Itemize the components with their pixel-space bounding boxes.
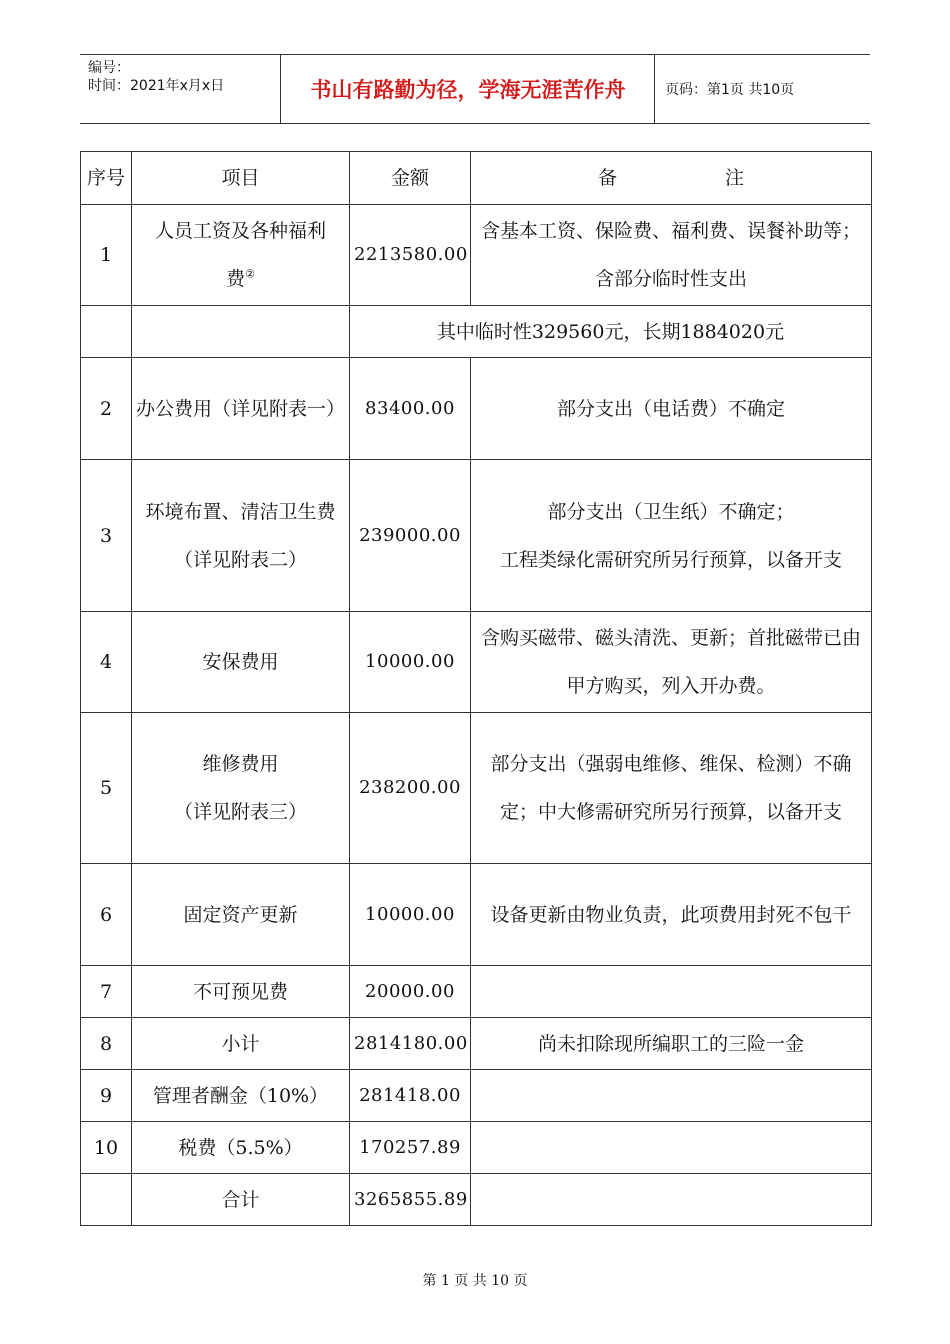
table-row	[81, 966, 872, 1018]
row-no: 1	[81, 205, 132, 306]
table-row-total	[81, 1174, 872, 1226]
table-row	[81, 713, 872, 864]
header-page-label: 页码：第1页 共10页	[665, 82, 795, 98]
row-item: 人员工资及各种福利 费②	[132, 205, 350, 306]
row-item: 税费（5.5%）	[132, 1122, 350, 1174]
row-note: 尚未扣除现所编职工的三险一金	[471, 1018, 872, 1070]
row-note: 含购买磁带、磁头清洗、更新；首批磁带已由甲方购买，列入开办费。	[471, 612, 872, 713]
row-amount: 10000.00	[350, 612, 471, 713]
row-item: 安保费用	[132, 612, 350, 713]
row-no: 9	[81, 1070, 132, 1122]
row-span-note: 其中临时性329560元，长期1884020元	[350, 306, 872, 358]
header-item: 项目	[132, 152, 350, 205]
header-meta	[80, 55, 281, 123]
row-no: 4	[81, 612, 132, 713]
row-amount: 3265855.89	[350, 1174, 471, 1226]
row-item: 办公费用（详见附表一）	[132, 358, 350, 460]
row-no: 3	[81, 460, 132, 612]
header-note: 备 注	[471, 152, 872, 205]
header-no: 序号	[81, 152, 132, 205]
row-note	[471, 1174, 872, 1226]
row-amount: 281418.00	[350, 1070, 471, 1122]
table-row	[81, 205, 872, 306]
row-no: 7	[81, 966, 132, 1018]
row-item: 环境布置、清洁卫生费 （详见附表二）	[132, 460, 350, 612]
row-amount: 170257.89	[350, 1122, 471, 1174]
header-motto: 书山有路勤为径，学海无涯苦作舟	[282, 55, 655, 123]
row-no: 10	[81, 1122, 132, 1174]
time-label: 时间：2021年x月x日	[88, 78, 225, 94]
row-no: 5	[81, 713, 132, 864]
row-no: 2	[81, 358, 132, 460]
row-item: 固定资产更新	[132, 864, 350, 966]
doc-number-label: 编号：	[88, 60, 130, 76]
row-item: 合计	[132, 1174, 350, 1226]
row-note	[471, 966, 872, 1018]
row-note	[471, 1070, 872, 1122]
table-row	[81, 306, 872, 358]
row-note: 部分支出（电话费）不确定	[471, 358, 872, 460]
row-note: 部分支出（强弱电维修、维保、检测）不确定；中大修需研究所另行预算，以备开支	[471, 713, 872, 864]
document-header	[80, 54, 870, 124]
table-row	[81, 1018, 872, 1070]
row-amount: 2814180.00	[350, 1018, 471, 1070]
row-note: 设备更新由物业负责，此项费用封死不包干	[471, 864, 872, 966]
row-note: 含基本工资、保险费、福利费、误餐补助等；含部分临时性支出	[471, 205, 872, 306]
row-note: 部分支出（卫生纸）不确定； 工程类绿化需研究所另行预算，以备开支	[471, 460, 872, 612]
page-footer: 第 1 页 共 10 页	[422, 1273, 528, 1289]
row-no: 6	[81, 864, 132, 966]
row-amount: 83400.00	[350, 358, 471, 460]
row-item: 小计	[132, 1018, 350, 1070]
row-item: 管理者酬金（10%）	[132, 1070, 350, 1122]
row-note	[471, 1122, 872, 1174]
budget-table	[80, 151, 872, 1226]
row-amount: 238200.00	[350, 713, 471, 864]
header-amount: 金额	[350, 152, 471, 205]
table-row	[81, 1122, 872, 1174]
table-row	[81, 358, 872, 460]
table-header-row	[81, 152, 872, 205]
row-item: 维修费用 （详见附表三）	[132, 713, 350, 864]
row-item: 不可预见费	[132, 966, 350, 1018]
row-no: 8	[81, 1018, 132, 1070]
row-amount: 20000.00	[350, 966, 471, 1018]
table-row	[81, 1070, 872, 1122]
row-amount: 239000.00	[350, 460, 471, 612]
table-row	[81, 460, 872, 612]
row-amount: 10000.00	[350, 864, 471, 966]
row-amount: 2213580.00	[350, 205, 471, 306]
table-row	[81, 612, 872, 713]
row-no	[81, 1174, 132, 1226]
table-row	[81, 864, 872, 966]
